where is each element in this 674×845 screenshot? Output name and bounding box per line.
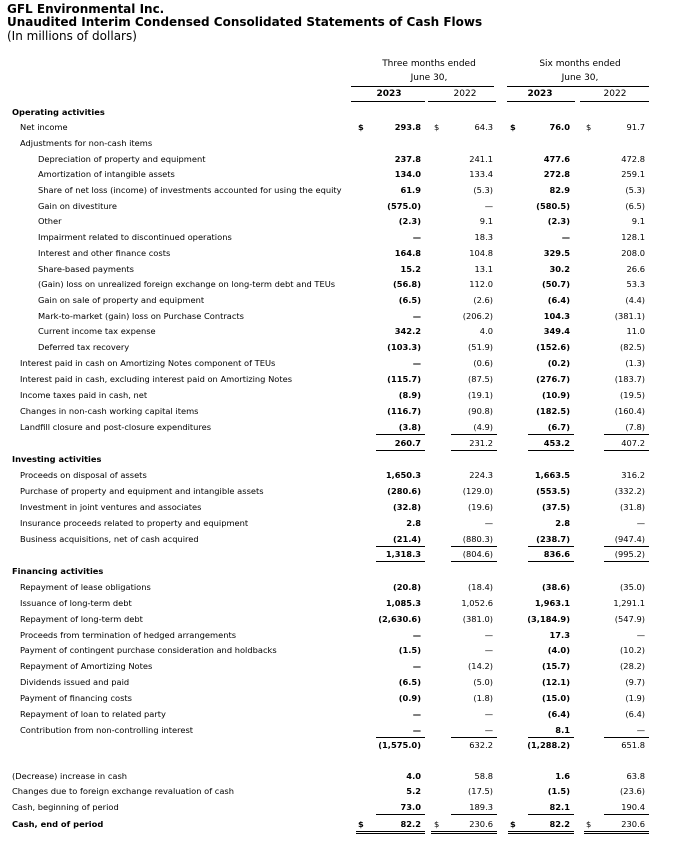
amount-cell: 30.2	[549, 264, 570, 274]
line-item-label: Business acquisitions, net of cash acquired	[20, 534, 199, 544]
underline-rule	[604, 814, 649, 815]
amount-cell: 82.9	[549, 185, 570, 195]
amount-cell: (20.8)	[392, 582, 421, 592]
section-heading-row	[0, 452, 674, 466]
amount-cell: 349.4	[543, 326, 570, 336]
amount-cell: (4.0)	[547, 645, 570, 655]
table-row	[0, 420, 674, 434]
amount-cell: (2,630.6)	[378, 614, 421, 624]
line-item-label: Investment in joint ventures and associates	[20, 502, 202, 512]
amount-cell: 73.0	[400, 802, 421, 812]
amount-cell: 477.6	[543, 154, 570, 164]
amount-cell: 230.6	[621, 819, 645, 829]
underline-rule	[376, 814, 425, 815]
amount-cell: —	[484, 518, 493, 528]
amount-cell: (381.1)	[614, 311, 645, 321]
table-row	[0, 484, 674, 498]
amount-cell: 836.6	[543, 549, 570, 559]
table-row	[0, 262, 674, 276]
table-row	[0, 199, 674, 213]
amount-cell: (182.5)	[536, 406, 570, 416]
line-item-label: Payment of contingent purchase consideration and holdbacks	[20, 645, 277, 655]
amount-cell: 82.2	[400, 819, 421, 829]
amount-cell: (1.5)	[398, 645, 421, 655]
amount-cell: (1.9)	[625, 693, 645, 703]
amount-cell: (4.4)	[625, 295, 645, 305]
amount-cell: 259.1	[621, 169, 645, 179]
line-item-label: Cash, beginning of period	[12, 802, 119, 812]
amount-cell: 241.1	[469, 154, 493, 164]
double-underline-rule	[584, 833, 649, 834]
amount-cell: (6.4)	[625, 709, 645, 719]
amount-cell: 224.3	[469, 470, 493, 480]
amount-cell: —	[484, 201, 493, 211]
amount-cell: (206.2)	[462, 311, 493, 321]
table-row	[0, 324, 674, 338]
amount-cell: (50.7)	[541, 279, 570, 289]
amount-cell: 651.8	[621, 740, 645, 750]
table-row	[0, 372, 674, 386]
amount-cell: (804.6)	[462, 549, 493, 559]
amount-cell: 9.1	[479, 216, 493, 226]
amount-cell: (2.3)	[398, 216, 421, 226]
amount-cell: (1.5)	[547, 786, 570, 796]
currency-symbol: $	[586, 819, 592, 829]
line-item-label: Net income	[20, 122, 68, 132]
amount-cell: (14.2)	[468, 661, 493, 671]
amount-cell: (553.5)	[536, 486, 570, 496]
table-row	[0, 356, 674, 370]
currency-symbol: $	[510, 819, 516, 829]
amount-cell: (5.0)	[473, 677, 493, 687]
line-item-label: Purchase of property and equipment and intangible assets	[20, 486, 264, 496]
line-item-label: (Gain) loss on unrealized foreign exchange on long-term debt and TEUs	[38, 279, 336, 289]
line-item-label: Changes due to foreign exchange revaluation of cash	[12, 786, 235, 796]
amount-cell: (31.8)	[620, 502, 645, 512]
table-row	[0, 214, 674, 228]
table-row	[0, 404, 674, 418]
amount-cell: 58.8	[474, 771, 493, 781]
table-row	[0, 167, 674, 181]
table-row	[0, 516, 674, 530]
year-header: 2022	[453, 89, 477, 99]
section-heading-row	[0, 564, 674, 578]
line-item-label: Deferred tax recovery	[38, 342, 130, 352]
line-item-label: Insurance proceeds related to property and equipment	[20, 518, 249, 528]
line-item-label: Adjustments for non-cash items	[20, 138, 153, 148]
amount-cell: 293.8	[394, 122, 421, 132]
subtotal-row	[0, 547, 674, 561]
line-item-label: Interest and other finance costs	[38, 248, 171, 258]
amount-cell: (10.9)	[541, 390, 570, 400]
amount-cell: (381.0)	[462, 614, 493, 624]
amount-cell: (1.8)	[473, 693, 493, 703]
amount-cell: (129.0)	[462, 486, 493, 496]
amount-cell: 231.2	[469, 438, 493, 448]
underline-rule	[528, 450, 574, 451]
table-row	[0, 707, 674, 721]
double-underline-rule	[431, 831, 497, 832]
amount-cell: 237.8	[394, 154, 421, 164]
line-item-label: Contribution from non-controlling interest	[20, 725, 194, 735]
double-underline-rule	[431, 833, 497, 834]
table-row	[0, 293, 674, 307]
year-header: 2023	[376, 89, 402, 99]
amount-cell: 342.2	[394, 326, 421, 336]
amount-cell: (3.8)	[398, 422, 421, 432]
underline-rule	[376, 450, 425, 451]
amount-cell: 1,650.3	[385, 470, 421, 480]
company-name: GFL Environmental Inc.	[7, 2, 165, 16]
amount-cell: (947.4)	[614, 534, 645, 544]
underline-rule	[604, 434, 649, 435]
line-item-label: Interest paid in cash on Amortizing Notes component of TEUs	[20, 358, 276, 368]
underline-rule	[528, 561, 574, 562]
amount-cell: (19.1)	[468, 390, 493, 400]
amount-cell: (6.4)	[547, 295, 570, 305]
amount-cell: 82.2	[549, 819, 570, 829]
amount-cell: —	[412, 311, 421, 321]
table-row	[0, 230, 674, 244]
underline-rule	[451, 450, 497, 451]
amount-cell: (90.8)	[468, 406, 493, 416]
amount-cell: 104.3	[543, 311, 570, 321]
line-item-label: Repayment of Amortizing Notes	[20, 661, 153, 671]
six-months-heading: Six months ended June 30,	[539, 59, 621, 83]
amount-cell: (8.9)	[398, 390, 421, 400]
amount-cell: —	[412, 661, 421, 671]
line-item-label: Repayment of long-term debt	[20, 614, 143, 624]
amount-cell: 316.2	[621, 470, 645, 480]
amount-cell: 82.1	[549, 802, 570, 812]
amount-cell: 208.0	[621, 248, 645, 258]
amount-cell: (56.8)	[392, 279, 421, 289]
currency-symbol: $	[358, 819, 364, 829]
amount-cell: 272.8	[543, 169, 570, 179]
line-item-label: Share of net loss (income) of investments accounted for using the equity	[38, 185, 342, 195]
table-row	[0, 246, 674, 260]
line-item-label: Current income tax expense	[38, 326, 156, 336]
line-item-label: Proceeds on disposal of assets	[20, 470, 147, 480]
amount-cell: 632.2	[469, 740, 493, 750]
amount-cell: (10.2)	[620, 645, 645, 655]
amount-cell: (9.7)	[625, 677, 645, 687]
underline-rule	[528, 434, 574, 435]
year-header: 2023	[527, 89, 553, 99]
amount-cell: 13.1	[474, 264, 493, 274]
amount-cell: (580.5)	[536, 201, 570, 211]
subtotal-row	[0, 436, 674, 450]
amount-cell: (280.6)	[387, 486, 421, 496]
table-row	[0, 784, 674, 798]
amount-cell: (35.0)	[620, 582, 645, 592]
amount-cell: 15.2	[400, 264, 421, 274]
section-label: Operating activities	[12, 107, 105, 117]
amount-cell: 260.7	[394, 438, 421, 448]
amount-cell: (6.7)	[547, 422, 570, 432]
amount-cell: 230.6	[469, 819, 493, 829]
table-row	[0, 500, 674, 514]
amount-cell: (2.3)	[547, 216, 570, 226]
amount-cell: 2.8	[406, 518, 421, 528]
underline-rule	[376, 434, 425, 435]
section-label: Investing activities	[12, 454, 102, 464]
amount-cell: (0.9)	[398, 693, 421, 703]
table-row	[0, 691, 674, 705]
line-item-label: Gain on sale of property and equipment	[38, 295, 205, 305]
table-row	[0, 532, 674, 546]
underline-rule	[451, 434, 497, 435]
amount-cell: —	[561, 232, 570, 242]
amount-cell: —	[412, 709, 421, 719]
amount-cell: 1,318.3	[385, 549, 421, 559]
amount-cell: (2.6)	[473, 295, 493, 305]
section-heading-row	[0, 105, 674, 119]
amount-cell: (19.5)	[620, 390, 645, 400]
amount-cell: 11.0	[626, 326, 645, 336]
amount-cell: —	[636, 725, 645, 735]
line-item-label: Income taxes paid in cash, net	[20, 390, 148, 400]
table-row	[0, 277, 674, 291]
amount-cell: (183.7)	[614, 374, 645, 384]
line-item-label: Mark-to-market (gain) loss on Purchase Contracts	[38, 311, 244, 321]
line-item-label: Depreciation of property and equipment	[38, 154, 206, 164]
units-note: (In millions of dollars)	[7, 29, 137, 43]
amount-cell: 190.4	[621, 802, 645, 812]
amount-cell: 2.8	[555, 518, 570, 528]
amount-cell: 64.3	[474, 122, 493, 132]
amount-cell: 472.8	[621, 154, 645, 164]
amount-cell: 329.5	[543, 248, 570, 258]
double-underline-rule	[584, 831, 649, 832]
table-row	[0, 612, 674, 626]
underline-rule	[604, 450, 649, 451]
amount-cell: 76.0	[549, 122, 570, 132]
amount-cell: (23.6)	[620, 786, 645, 796]
amount-cell: (37.5)	[541, 502, 570, 512]
table-row	[0, 628, 674, 642]
amount-cell: —	[484, 645, 493, 655]
amount-cell: —	[412, 232, 421, 242]
table-row	[0, 769, 674, 783]
line-item-label: Interest paid in cash, excluding interest paid on Amortizing Notes	[20, 374, 293, 384]
amount-cell: (51.9)	[468, 342, 493, 352]
amount-cell: 1,052.6	[461, 598, 493, 608]
currency-symbol: $	[434, 122, 440, 132]
amount-cell: 407.2	[621, 438, 645, 448]
amount-cell: (18.4)	[468, 582, 493, 592]
line-item-label: Dividends issued and paid	[20, 677, 130, 687]
line-item-label: Repayment of lease obligations	[20, 582, 151, 592]
amount-cell: (7.8)	[625, 422, 645, 432]
line-item-label: Changes in non-cash working capital items	[20, 406, 199, 416]
underline-rule	[376, 561, 425, 562]
amount-cell: 1,291.1	[613, 598, 645, 608]
double-underline-rule	[356, 833, 425, 834]
amount-cell: (115.7)	[387, 374, 421, 384]
table-row	[0, 675, 674, 689]
table-row	[0, 468, 674, 482]
amount-cell: 91.7	[626, 122, 645, 132]
double-underline-rule	[508, 831, 574, 832]
amount-cell: 189.3	[469, 802, 493, 812]
amount-cell: 17.3	[549, 630, 570, 640]
amount-cell: (160.4)	[614, 406, 645, 416]
amount-cell: (5.3)	[625, 185, 645, 195]
table-row	[0, 723, 674, 737]
amount-cell: (332.2)	[614, 486, 645, 496]
amount-cell: (12.1)	[541, 677, 570, 687]
amount-cell: (995.2)	[614, 549, 645, 559]
amount-cell: (547.9)	[614, 614, 645, 624]
amount-cell: (17.5)	[468, 786, 493, 796]
amount-cell: (116.7)	[387, 406, 421, 416]
line-item-label: Amortization of intangible assets	[38, 169, 175, 179]
amount-cell: 133.4	[469, 169, 493, 179]
year-header: 2022	[603, 89, 627, 99]
amount-cell: (0.2)	[547, 358, 570, 368]
line-item-label: Landfill closure and post-closure expenditures	[20, 422, 212, 432]
amount-cell: 1,963.1	[534, 598, 570, 608]
amount-cell: 134.0	[394, 169, 421, 179]
amount-cell: (0.6)	[473, 358, 493, 368]
amount-cell: 9.1	[631, 216, 645, 226]
line-item-label: Gain on divestiture	[38, 201, 117, 211]
amount-cell: 1.6	[555, 771, 570, 781]
amount-cell: 453.2	[543, 438, 570, 448]
table-row	[0, 643, 674, 657]
table-row	[0, 120, 674, 134]
table-row	[0, 340, 674, 354]
amount-cell: 5.2	[406, 786, 421, 796]
amount-cell: 18.3	[474, 232, 493, 242]
amount-cell: (6.5)	[625, 201, 645, 211]
subtotal-row	[0, 738, 674, 752]
table-row	[0, 136, 674, 150]
amount-cell: (5.3)	[473, 185, 493, 195]
amount-cell: (6.5)	[398, 295, 421, 305]
amount-cell: 61.9	[400, 185, 421, 195]
table-row	[0, 659, 674, 673]
amount-cell: 164.8	[394, 248, 421, 258]
amount-cell: 104.8	[469, 248, 493, 258]
amount-cell: (3,184.9)	[527, 614, 570, 624]
amount-cell: 1,663.5	[534, 470, 570, 480]
section-label: Financing activities	[12, 566, 104, 576]
amount-cell: (6.5)	[398, 677, 421, 687]
amount-cell: —	[412, 358, 421, 368]
underline-rule	[451, 814, 497, 815]
amount-cell: (19.6)	[468, 502, 493, 512]
amount-cell: (6.4)	[547, 709, 570, 719]
amount-cell: 63.8	[626, 771, 645, 781]
currency-symbol: $	[510, 122, 516, 132]
table-row	[0, 596, 674, 610]
table-row	[0, 580, 674, 594]
table-row	[0, 152, 674, 166]
underline-rule	[604, 561, 649, 562]
amount-cell: (4.9)	[473, 422, 493, 432]
line-item-label: Payment of financing costs	[20, 693, 132, 703]
amount-cell: (82.5)	[620, 342, 645, 352]
amount-cell: (1,575.0)	[378, 740, 421, 750]
table-row	[0, 800, 674, 814]
amount-cell: (880.3)	[462, 534, 493, 544]
currency-symbol: $	[434, 819, 440, 829]
amount-cell: (1.3)	[625, 358, 645, 368]
amount-cell: (32.8)	[392, 502, 421, 512]
three-months-heading: Three months ended June 30,	[382, 59, 476, 83]
amount-cell: (103.3)	[387, 342, 421, 352]
amount-cell: (38.6)	[541, 582, 570, 592]
amount-cell: —	[412, 630, 421, 640]
line-item-label: Cash, end of period	[12, 819, 104, 829]
amount-cell: (21.4)	[392, 534, 421, 544]
amount-cell: —	[636, 518, 645, 528]
line-item-label: (Decrease) increase in cash	[12, 771, 128, 781]
amount-cell: 4.0	[479, 326, 493, 336]
amount-cell: (87.5)	[468, 374, 493, 384]
table-row	[0, 309, 674, 323]
amount-cell: (575.0)	[387, 201, 421, 211]
currency-symbol: $	[586, 122, 592, 132]
amount-cell: (28.2)	[620, 661, 645, 671]
amount-cell: 53.3	[626, 279, 645, 289]
double-underline-rule	[508, 833, 574, 834]
table-row	[0, 388, 674, 402]
line-item-label: Impairment related to discontinued operations	[38, 232, 232, 242]
amount-cell: (276.7)	[536, 374, 570, 384]
line-item-label: Other	[38, 216, 62, 226]
amount-cell: (15.0)	[541, 693, 570, 703]
table-row	[0, 817, 674, 831]
amount-cell: 128.1	[621, 232, 645, 242]
line-item-label: Issuance of long-term debt	[20, 598, 132, 608]
line-item-label: Repayment of loan to related party	[20, 709, 166, 719]
currency-symbol: $	[358, 122, 364, 132]
line-item-label: Share-based payments	[38, 264, 134, 274]
amount-cell: (15.7)	[541, 661, 570, 671]
amount-cell: —	[484, 725, 493, 735]
double-underline-rule	[356, 831, 425, 832]
amount-cell: (238.7)	[536, 534, 570, 544]
line-item-label: Proceeds from termination of hedged arrangements	[20, 630, 237, 640]
amount-cell: 8.1	[555, 725, 570, 735]
table-row	[0, 183, 674, 197]
amount-cell: 26.6	[626, 264, 645, 274]
amount-cell: (152.6)	[536, 342, 570, 352]
amount-cell: 112.0	[469, 279, 493, 289]
amount-cell: —	[412, 725, 421, 735]
amount-cell: —	[636, 630, 645, 640]
statement-title: Unaudited Interim Condensed Consolidated Statements of Cash Flows	[7, 15, 483, 29]
underline-rule	[528, 814, 574, 815]
amount-cell: (1,288.2)	[527, 740, 570, 750]
underline-rule	[451, 561, 497, 562]
amount-cell: —	[484, 709, 493, 719]
amount-cell: 4.0	[406, 771, 421, 781]
amount-cell: —	[484, 630, 493, 640]
amount-cell: 1,085.3	[385, 598, 421, 608]
